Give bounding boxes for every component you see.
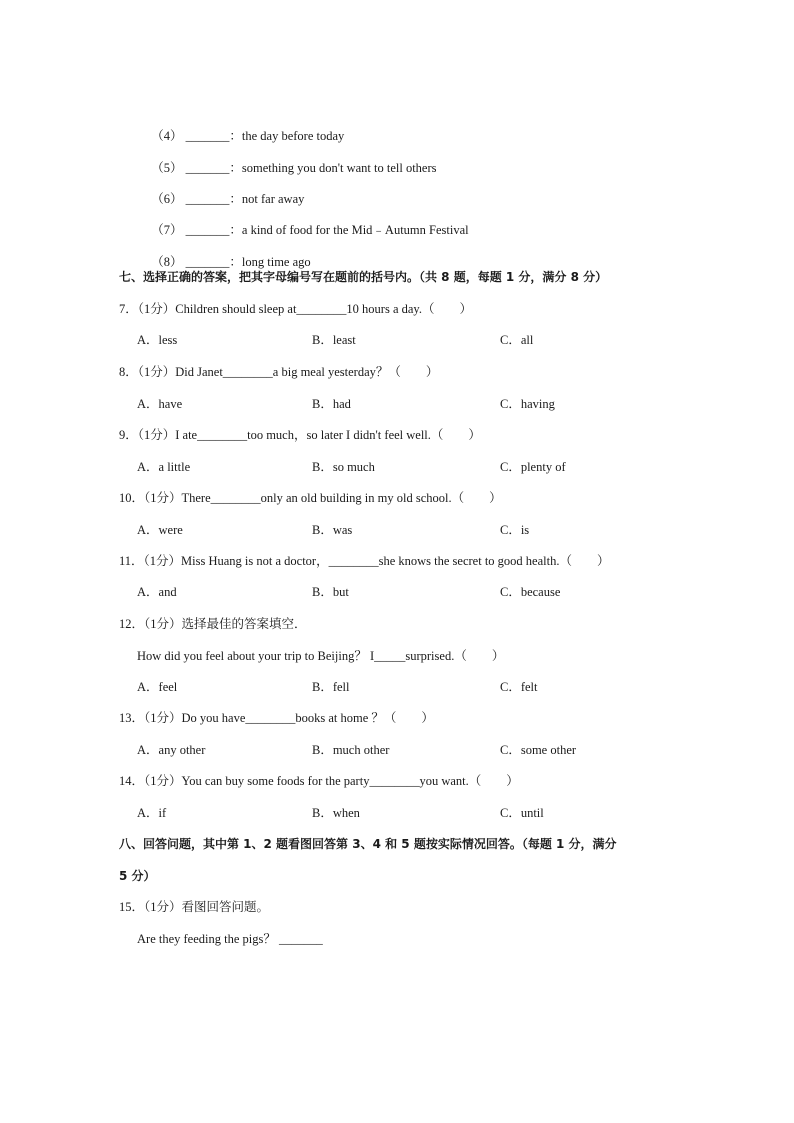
- question-15-stem: 15．（1分）看图回答问题。: [119, 900, 270, 914]
- question-12-option-c: C．felt: [500, 680, 538, 694]
- separator: ：: [229, 223, 242, 237]
- separator: ：: [229, 192, 242, 206]
- question-15-sentence: Are they feeding the pigs？ _______: [137, 932, 323, 946]
- question-13-option-a: A．any other: [137, 743, 206, 757]
- definition-text: something you don't want to tell others: [241, 161, 437, 175]
- question-13-option-b: B．much other: [312, 743, 390, 757]
- question-14-stem: 14．（1分）You can buy some foods for the party________you want.（ ）: [119, 774, 519, 788]
- definition-6: [145, 175, 304, 207]
- question-10-option-a: A．were: [137, 523, 183, 537]
- definition-number: （8）: [151, 255, 183, 269]
- definition-number: （4）: [151, 129, 183, 143]
- answer-blank: _______: [185, 223, 230, 237]
- answer-blank: _______: [185, 161, 230, 175]
- definition-number: （5）: [151, 161, 183, 175]
- question-9-option-c: C．plenty of: [500, 460, 566, 474]
- question-12-sentence: How did you feel about your trip to Beijing？ I_____surprised.（ ）: [137, 649, 505, 663]
- question-7-option-c: C．all: [500, 333, 534, 347]
- definition-5: [145, 144, 437, 176]
- question-7-option-b: B．least: [312, 333, 356, 347]
- definition-number: （6）: [151, 192, 183, 206]
- definition-4: [145, 112, 344, 144]
- definition-text: the day before today: [241, 129, 345, 143]
- question-9-stem: 9．（1分）I ate________too much，so later I didn't feel well.（ ）: [119, 428, 481, 442]
- definition-8: [145, 238, 311, 270]
- answer-blank: _______: [185, 255, 230, 269]
- question-14-option-a: A．if: [137, 806, 167, 820]
- definition-7: [145, 206, 469, 238]
- question-11-option-c: C．because: [500, 585, 561, 599]
- question-8-option-a: A．have: [137, 397, 183, 411]
- separator: ：: [229, 255, 242, 269]
- question-12-option-a: A．feel: [137, 680, 178, 694]
- separator: ：: [229, 161, 242, 175]
- answer-blank: _______: [185, 192, 230, 206]
- definition-text: not far away: [241, 192, 305, 206]
- question-11-option-b: B．but: [312, 585, 349, 599]
- question-8-option-c: C．having: [500, 397, 555, 411]
- definition-text: a kind of food for the Mid﹣Autumn Festival: [241, 223, 469, 237]
- question-14-option-c: C．until: [500, 806, 544, 820]
- separator: ：: [229, 129, 242, 143]
- section-7-heading: 七、选择正确的答案，把其字母编号写在题前的括号内。（共 8 题，每题 1 分，满分 8 分）: [119, 270, 608, 284]
- answer-blank: _______: [185, 129, 230, 143]
- question-13-stem: 13．（1分）Do you have________books at home ？（ ）: [119, 711, 434, 725]
- question-13-option-c: C．some other: [500, 743, 577, 757]
- question-11-stem: 11．（1分）Miss Huang is not a doctor，________she knows the secret to good health.（ ）: [119, 554, 610, 568]
- section-8-heading-line-1: 八、回答问题，其中第 1、2 题看图回答第 3、4 和 5 题按实际情况回答。（每题 1 分，满分: [119, 837, 617, 851]
- question-9-option-b: B．so much: [312, 460, 375, 474]
- question-12-option-b: B．fell: [312, 680, 350, 694]
- question-8-stem: 8．（1分）Did Janet________a big meal yesterday？（ ）: [119, 365, 439, 379]
- question-10-option-b: B．was: [312, 523, 353, 537]
- question-11-option-a: A．and: [137, 585, 177, 599]
- question-9-option-a: A．a little: [137, 460, 191, 474]
- definition-text: long time ago: [241, 255, 311, 269]
- question-12-stem: 12．（1分）选择最佳的答案填空．: [119, 617, 307, 631]
- question-7-option-a: A．less: [137, 333, 178, 347]
- definition-number: （7）: [151, 223, 183, 237]
- question-8-option-b: B．had: [312, 397, 351, 411]
- question-14-option-b: B．when: [312, 806, 360, 820]
- question-10-stem: 10．（1分）There________only an old building in my old school.（ ）: [119, 491, 502, 505]
- question-10-option-c: C．is: [500, 523, 530, 537]
- question-7-stem: 7．（1分）Children should sleep at________10 hours a day.（ ）: [119, 302, 472, 316]
- section-8-heading-line-2: 5 分）: [119, 869, 156, 883]
